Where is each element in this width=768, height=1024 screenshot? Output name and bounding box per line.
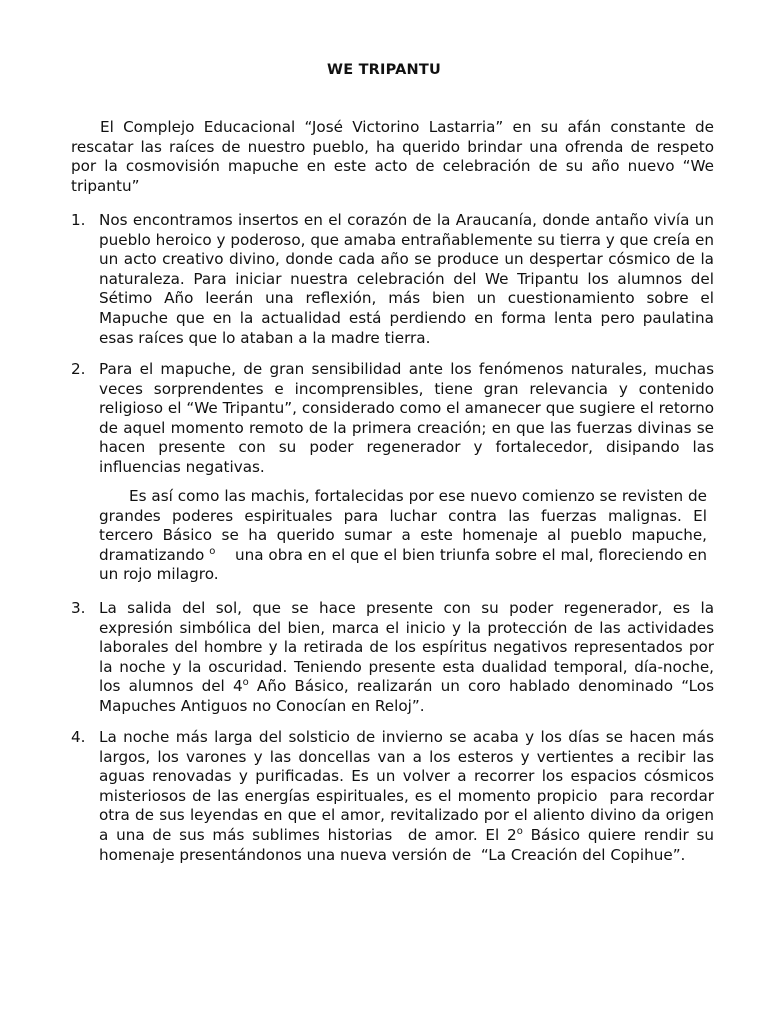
indented-paragraph <box>99 487 712 585</box>
list-text: Para el mapuche, de gran sensibilidad ante los fenómenos naturales, muchas veces sorprendentes e incomprensibles, tiene gran relevancia y contenido religioso el “We Tripantu”, considerado como el amanecer que sugiere el retorno de aquel momento remoto de la primera creación; en que las fuerzas divinas se hacen presente con su poder regenerador y fortalecedor, disipando las influencias negativas. <box>99 360 714 476</box>
list-text <box>99 728 719 865</box>
list-number: 4. <box>71 728 86 746</box>
list-number: 3. <box>71 599 86 617</box>
list-item-3 <box>71 599 714 719</box>
list-text-a: La noche más larga del solsticio de invierno se acaba y los días se hacen más largos, los varones y las doncellas van a los esteros y vertientes a recibir las aguas renovadas y purificadas. Es un volver a recorrer los espacios cósmicos misteriosos de las energías espirituales, es el momento propicio para recordar otra de sus leyendas en que el amor, revitalizado por el aliento divino da origen a una de sus más sublimes historias de amor. El 2 <box>99 728 719 844</box>
list-text-b: Básico quiere rendir su homenaje presentándonos una nueva versión de “La Creación del Copihue”. <box>99 825 719 864</box>
superscript: o <box>242 677 249 689</box>
list-item-2 <box>71 360 714 480</box>
intro-paragraph: El Complejo Educacional “José Victorino Lastarria” en su afán constante de rescatar las raíces de nuestro pueblo, ha querido brindar una ofrenda de respeto por la cosmovisión mapuche en este acto de celebración de su año nuevo “We tripantu” <box>71 118 714 195</box>
indented-text-a: Es así como las machis, fortalecidas por ese nuevo comienzo se revisten de grandes poderes espirituales para luchar contra las fuerzas malignas. El tercero Básico se ha querido sumar a este homenaje al pueblo mapuche, dramatizando <box>99 487 707 564</box>
document-title: WE TRIPANTU <box>327 62 441 78</box>
superscript: o <box>516 825 523 837</box>
indented-text-b: una obra en el que el bien triunfa sobre el mal, floreciendo en un rojo milagro. <box>99 545 712 584</box>
list-text-b: Año Básico, realizarán un coro hablado denominado “Los Mapuches Antiguos no Conocían en Reloj”. <box>99 677 714 715</box>
superscript: o <box>209 545 216 557</box>
list-text <box>99 599 714 717</box>
list-item-4 <box>71 728 719 878</box>
list-text: Nos encontramos insertos en el corazón de la Araucanía, donde antaño vivía un pueblo heroico y poderoso, que amaba entrañablemente su tierra y que creía en un acto creativo divino, donde cada año se produce un despertar cósmico de la naturaleza. Para iniciar nuestra celebración del We Tripantu los alumnos del Sétimo Año leerán una reflexión, más bien un cuestionamiento sobre el Mapuche que en la actualidad está perdiendo en forma lenta pero paulatina esas raíces que lo ataban a la madre tierra. <box>99 211 714 347</box>
list-text-a: La salida del sol, que se hace presente con su poder regenerador, es la expresión simbólica del bien, marca el inicio y la protección de las actividades laborales del hombre y la retirada de los espíritus negativos representados por la noche y la oscuridad. Teniendo presente esta dualidad temporal, día-noche, los alumnos del 4 <box>99 599 714 696</box>
list-item-1 <box>71 211 714 351</box>
list-number: 1. <box>71 211 86 229</box>
list-number: 2. <box>71 360 86 378</box>
